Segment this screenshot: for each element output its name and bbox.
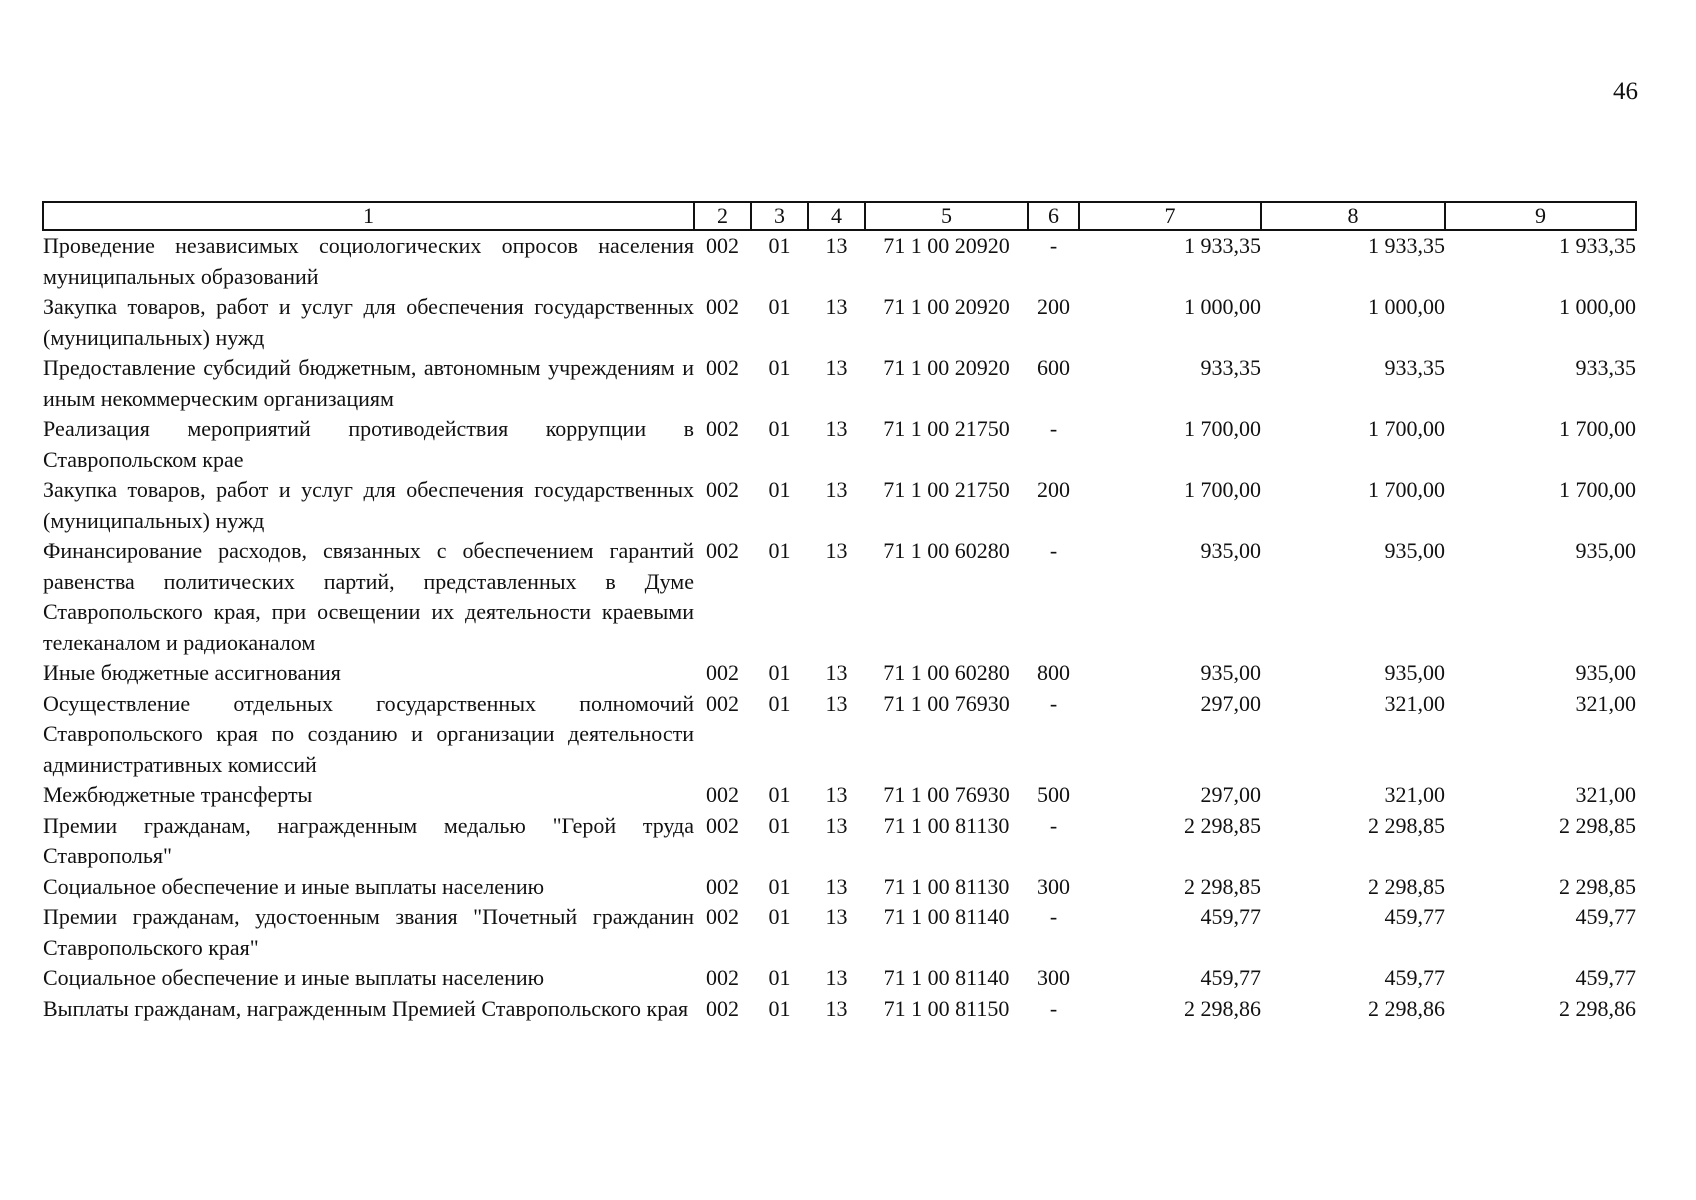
table-row: [43, 353, 1636, 414]
table-row: [43, 780, 1636, 811]
chapter-code: 002: [706, 233, 739, 258]
expense-type-code: 300: [1037, 873, 1070, 899]
row-description: Социальное обеспечение и иные выплаты населению: [43, 965, 545, 990]
table-row: [43, 230, 1636, 292]
row-description: Проведение независимых социологических опросов населения муниципальных образований: [43, 233, 694, 289]
section-code: 01: [768, 416, 791, 441]
section-code: 01: [768, 904, 791, 929]
amount-col-7: 459,77: [1200, 904, 1261, 929]
table-row: [43, 414, 1636, 475]
row-description: Выплаты гражданам, награжденным Премией Ставропольского края: [43, 995, 689, 1021]
column-header: 8: [1261, 202, 1445, 230]
column-header: 2: [694, 202, 751, 230]
chapter-code: 002: [706, 538, 739, 563]
section-code: 01: [768, 538, 791, 563]
amount-col-7: 1 700,00: [1184, 416, 1261, 441]
table-row: [43, 536, 1636, 658]
amount-col-7: 2 298,85: [1184, 873, 1261, 899]
section-code: 01: [768, 965, 791, 990]
table-row: [43, 475, 1636, 536]
amount-col-7: 1 000,00: [1184, 294, 1261, 319]
column-header: 1: [43, 202, 694, 230]
subsection-code: 13: [825, 355, 848, 380]
amount-col-9: 933,35: [1575, 355, 1636, 380]
chapter-code: 002: [706, 355, 739, 380]
target-article-code: 71 1 00 21750: [883, 416, 1010, 441]
amount-col-7: 2 298,86: [1184, 995, 1261, 1021]
section-code: 01: [768, 995, 791, 1021]
target-article-code: 71 1 00 21750: [883, 477, 1010, 502]
subsection-code: 13: [825, 416, 848, 441]
amount-col-9: 2 298,85: [1559, 812, 1636, 838]
amount-col-9: 935,00: [1575, 660, 1636, 685]
row-description: Закупка товаров, работ и услуг для обеспечения государственных (муниципальных) нужд: [43, 477, 694, 533]
section-code: 01: [768, 233, 791, 258]
subsection-code: 13: [825, 812, 848, 838]
section-code: 01: [768, 812, 791, 838]
subsection-code: 13: [825, 965, 848, 990]
row-description: Реализация мероприятий противодействия коррупции в Ставропольском крае: [43, 416, 694, 472]
row-description: Предоставление субсидий бюджетным, автономным учреждениям и иным некоммерческим организациям: [43, 355, 694, 411]
row-description: Межбюджетные трансферты: [43, 782, 313, 807]
chapter-code: 002: [706, 965, 739, 990]
budget-table: [42, 201, 1637, 1024]
column-header: 9: [1445, 202, 1636, 230]
amount-col-8: 321,00: [1384, 690, 1445, 716]
amount-col-8: 2 298,85: [1368, 812, 1445, 838]
amount-col-8: 459,77: [1384, 904, 1445, 929]
subsection-code: 13: [825, 660, 848, 685]
table-row: [43, 902, 1636, 963]
row-description: Премии гражданам, удостоенным звания "Почетный гражданин Ставропольского края": [43, 904, 694, 960]
amount-col-8: 2 298,85: [1368, 873, 1445, 899]
amount-col-8: 459,77: [1384, 965, 1445, 990]
page-number: 46: [1613, 78, 1638, 105]
amount-col-9: 459,77: [1575, 965, 1636, 990]
expense-type-code: -: [1049, 995, 1058, 1021]
amount-col-9: 1 700,00: [1559, 477, 1636, 502]
expense-type-code: -: [1049, 233, 1058, 258]
chapter-code: 002: [706, 812, 739, 838]
table-row: [43, 811, 1636, 872]
chapter-code: 002: [706, 995, 739, 1021]
section-code: 01: [768, 660, 791, 685]
amount-col-7: 1 933,35: [1184, 233, 1261, 258]
chapter-code: 002: [706, 477, 739, 502]
section-code: 01: [768, 782, 791, 807]
chapter-code: 002: [706, 904, 739, 929]
amount-col-9: 1 000,00: [1559, 294, 1636, 319]
amount-col-8: 933,35: [1384, 355, 1445, 380]
row-description: Финансирование расходов, связанных с обеспечением гарантий равенства политических партий, представленных в Думе Ставропольского края, при освещении их деятельности краевыми телеканалом и радиоканалом: [43, 538, 694, 655]
amount-col-7: 1 700,00: [1184, 477, 1261, 502]
subsection-code: 13: [825, 538, 848, 563]
subsection-code: 13: [825, 995, 848, 1021]
row-description: Осуществление отдельных государственных полномочий Ставропольского края по созданию и организации деятельности административных комиссий: [43, 690, 694, 777]
table-row: [43, 963, 1636, 994]
column-header: 4: [808, 202, 865, 230]
section-code: 01: [768, 477, 791, 502]
target-article-code: 71 1 00 20920: [883, 294, 1010, 319]
expense-type-code: -: [1049, 812, 1058, 838]
amount-col-7: 933,35: [1200, 355, 1261, 380]
expense-type-code: -: [1049, 690, 1058, 716]
amount-col-7: 2 298,85: [1184, 812, 1261, 838]
chapter-code: 002: [706, 416, 739, 441]
table-header-row: [43, 202, 1636, 230]
subsection-code: 13: [825, 477, 848, 502]
chapter-code: 002: [706, 690, 739, 716]
amount-col-9: 935,00: [1575, 538, 1636, 563]
section-code: 01: [768, 690, 791, 716]
target-article-code: 71 1 00 60280: [883, 538, 1010, 563]
amount-col-7: 935,00: [1200, 660, 1261, 685]
section-code: 01: [768, 873, 791, 899]
table-body: [43, 230, 1636, 1024]
subsection-code: 13: [825, 904, 848, 929]
amount-col-8: 935,00: [1384, 660, 1445, 685]
amount-col-7: 297,00: [1200, 690, 1261, 716]
target-article-code: 71 1 00 60280: [883, 660, 1010, 685]
expense-type-code: 200: [1037, 477, 1070, 502]
column-header: 3: [751, 202, 808, 230]
amount-col-7: 935,00: [1200, 538, 1261, 563]
amount-col-9: 1 700,00: [1559, 416, 1636, 441]
amount-col-8: 1 933,35: [1368, 233, 1445, 258]
expense-type-code: 500: [1037, 782, 1070, 807]
amount-col-9: 2 298,86: [1559, 995, 1636, 1021]
row-description: Закупка товаров, работ и услуг для обеспечения государственных (муниципальных) нужд: [43, 294, 694, 350]
section-code: 01: [768, 294, 791, 319]
row-description: Премии гражданам, награжденным медалью "Герой труда Ставрополья": [43, 812, 694, 868]
expense-type-code: -: [1049, 538, 1058, 563]
target-article-code: 71 1 00 81140: [883, 965, 1010, 990]
subsection-code: 13: [825, 873, 848, 899]
target-article-code: 71 1 00 81130: [883, 812, 1010, 838]
section-code: 01: [768, 355, 791, 380]
row-description: Иные бюджетные ассигнования: [43, 660, 341, 685]
target-article-code: 71 1 00 81140: [883, 904, 1010, 929]
expense-type-code: 800: [1037, 660, 1070, 685]
subsection-code: 13: [825, 294, 848, 319]
target-article-code: 71 1 00 20920: [883, 355, 1010, 380]
subsection-code: 13: [825, 690, 848, 716]
chapter-code: 002: [706, 294, 739, 319]
amount-col-8: 1 000,00: [1368, 294, 1445, 319]
table-row: [43, 292, 1636, 353]
amount-col-9: 321,00: [1575, 782, 1636, 807]
subsection-code: 13: [825, 782, 848, 807]
amount-col-7: 297,00: [1200, 782, 1261, 807]
expense-type-code: 300: [1037, 965, 1070, 990]
chapter-code: 002: [706, 660, 739, 685]
expense-type-code: -: [1049, 416, 1058, 441]
amount-col-8: 935,00: [1384, 538, 1445, 563]
amount-col-8: 1 700,00: [1368, 477, 1445, 502]
table-row: [43, 872, 1636, 903]
amount-col-8: 2 298,86: [1368, 995, 1445, 1021]
expense-type-code: -: [1049, 904, 1058, 929]
amount-col-7: 459,77: [1200, 965, 1261, 990]
amount-col-9: 459,77: [1575, 904, 1636, 929]
amount-col-9: 2 298,85: [1559, 873, 1636, 899]
subsection-code: 13: [825, 233, 848, 258]
target-article-code: 71 1 00 20920: [883, 233, 1010, 258]
table-row: [43, 689, 1636, 781]
expense-type-code: 200: [1037, 294, 1070, 319]
amount-col-8: 321,00: [1384, 782, 1445, 807]
chapter-code: 002: [706, 782, 739, 807]
target-article-code: 71 1 00 81130: [883, 873, 1010, 899]
column-header: 7: [1079, 202, 1261, 230]
target-article-code: 71 1 00 76930: [883, 690, 1010, 716]
target-article-code: 71 1 00 81150: [883, 995, 1010, 1021]
column-header: 5: [865, 202, 1028, 230]
chapter-code: 002: [706, 873, 739, 899]
table-row: [43, 658, 1636, 689]
row-description: Социальное обеспечение и иные выплаты населению: [43, 873, 545, 899]
column-header: 6: [1028, 202, 1079, 230]
amount-col-9: 321,00: [1575, 690, 1636, 716]
target-article-code: 71 1 00 76930: [883, 782, 1010, 807]
amount-col-9: 1 933,35: [1559, 233, 1636, 258]
amount-col-8: 1 700,00: [1368, 416, 1445, 441]
expense-type-code: 600: [1037, 355, 1070, 380]
table-row: [43, 994, 1636, 1025]
